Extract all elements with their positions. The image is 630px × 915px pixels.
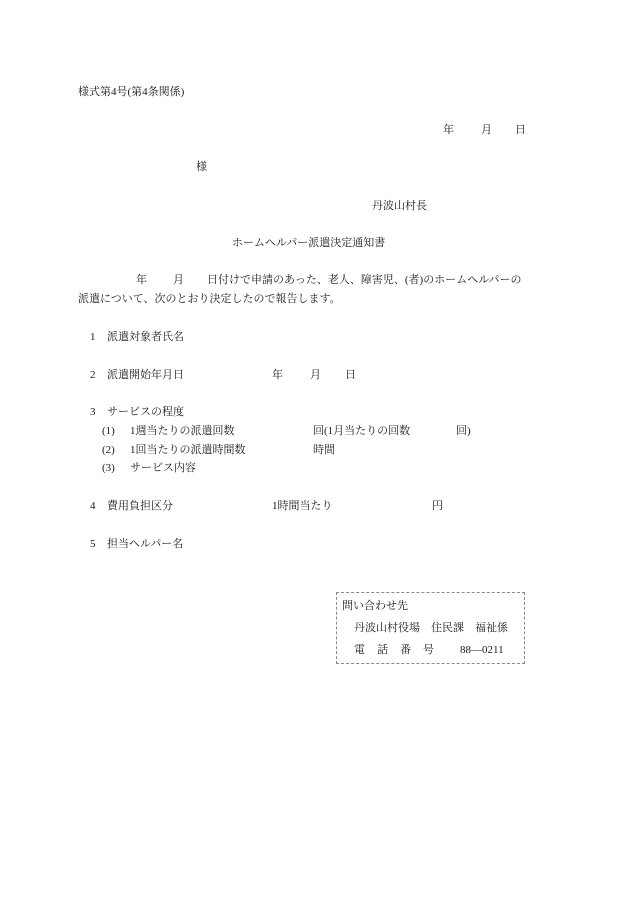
item-number: 4 (90, 500, 96, 512)
item-label-start-date: 派遣開始年月日 (107, 369, 184, 381)
subitem-number: (3) (102, 462, 115, 474)
item-label-service-level: サービスの程度 (107, 406, 184, 418)
phone-number: 88―0211 (460, 644, 504, 656)
subitem-label-weekly-visits: 1週当たりの派遣回数 (130, 425, 235, 437)
document-title: ホームヘルパー派遣決定通知書 (232, 237, 386, 249)
body-line1: 日付けで申請のあった、老人、障害児、(者)のホームヘルパーの (207, 274, 522, 286)
yen-unit: 円 (432, 500, 443, 512)
body-month: 月 (173, 274, 184, 286)
per-hour-label: 1時間当たり (272, 500, 333, 512)
monthly-visits-unit: 回) (456, 425, 471, 437)
date-year: 年 (443, 124, 454, 136)
item-label-helper-name: 担当ヘルパー名 (107, 538, 184, 550)
weekly-visits-unit: 回(1月当たりの回数 (313, 425, 411, 437)
item-label-recipient-name: 派遣対象者氏名 (107, 331, 184, 343)
contact-office: 丹波山村役場 住民課 福祉係 (354, 622, 508, 634)
phone-label: 電 話 番 号 (354, 644, 435, 656)
sender: 丹波山村長 (372, 200, 427, 212)
item-number: 2 (90, 369, 96, 381)
item-number: 5 (90, 538, 96, 550)
subitem-label-service-content: サービス内容 (130, 462, 196, 474)
date-day: 日 (515, 124, 526, 136)
item-number: 3 (90, 406, 96, 418)
form-number: 様式第4号(第4条関係) (78, 86, 185, 98)
body-line2: 派遣について、次のとおり決定したので報告します。 (78, 293, 341, 305)
date-month: 月 (481, 124, 492, 136)
visit-hours-unit: 時間 (313, 444, 335, 456)
contact-heading: 問い合わせ先 (342, 600, 408, 612)
subitem-label-visit-hours: 1回当たりの派遣時間数 (130, 444, 246, 456)
item-number: 1 (90, 331, 96, 343)
start-date-month: 月 (310, 369, 321, 381)
addressee-suffix: 様 (196, 161, 207, 173)
item-label-cost-category: 費用負担区分 (107, 500, 173, 512)
body-year: 年 (136, 274, 147, 286)
subitem-number: (1) (102, 425, 115, 437)
subitem-number: (2) (102, 444, 115, 456)
start-date-day: 日 (345, 369, 356, 381)
start-date-year: 年 (272, 369, 283, 381)
